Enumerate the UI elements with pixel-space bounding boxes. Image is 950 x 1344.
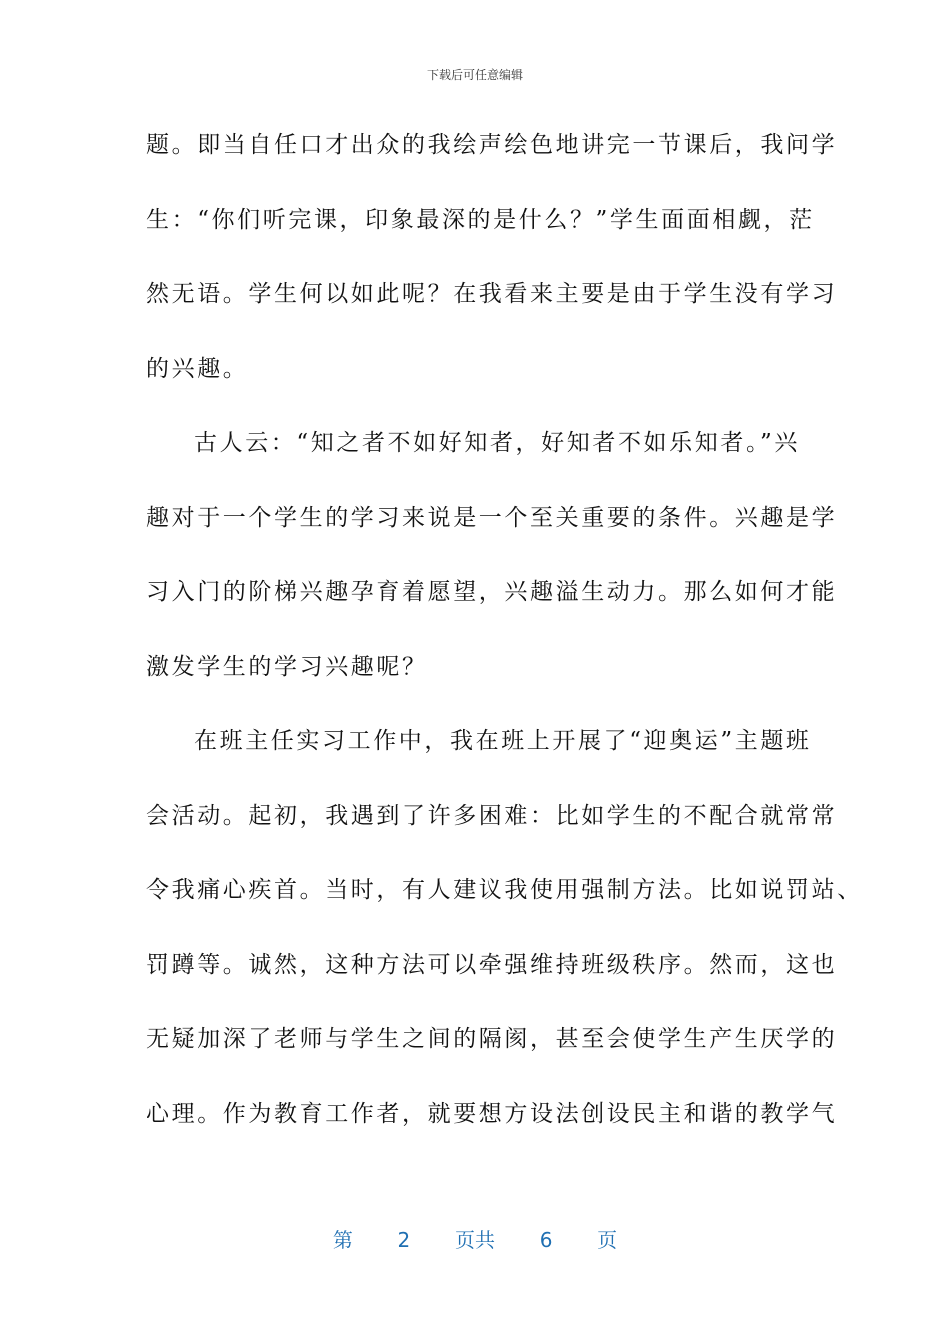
paragraph-line: 会活动。起初，我遇到了许多困难：比如学生的不配合就常常 [146, 802, 838, 829]
page-footer [0, 1224, 950, 1253]
header-note: 下载后可任意编辑 [426, 68, 523, 82]
footer-middle: 页共 [455, 1228, 495, 1252]
paragraph-line: 在班主任实习工作中，我在班上开展了“迎奥运”主题班 [194, 728, 812, 754]
paragraph-line: 生：“你们听完课，印象最深的是什么？”学生面面相觑，茫 [146, 206, 815, 233]
paragraph-line: 令我痛心疾首。当时，有人建议我使用强制方法。比如说罚站、 [146, 877, 863, 903]
footer-suffix: 页 [597, 1228, 618, 1252]
paragraph-line: 无疑加深了老师与学生之间的隔阂，甚至会使学生产生厌学的 [146, 1026, 838, 1052]
paragraph-line: 心理。作为教育工作者，就要想方设法创设民主和谐的教学气 [146, 1100, 838, 1127]
paragraph-line: 然无语。学生何以如此呢？在我看来主要是由于学生没有学习 [146, 281, 838, 307]
paragraph-line: 习入门的阶梯兴趣孕育着愿望，兴趣溢生动力。那么如何才能 [146, 579, 838, 605]
paragraph-line: 题。即当自任口才出众的我绘声绘色地讲完一节课后，我问学 [146, 132, 838, 158]
current-page-number: 2 [397, 1228, 411, 1252]
paragraph-line: 罚蹲等。诚然，这种方法可以牵强维持班级秩序。然而，这也 [146, 951, 838, 978]
paragraph-line: 激发学生的学习兴趣呢？ [146, 653, 428, 680]
document-body [146, 118, 863, 1161]
paragraph-line: 古人云：“知之者不如好知者，好知者不如乐知者。”兴 [194, 430, 801, 456]
footer-prefix: 第 [332, 1228, 353, 1252]
paragraph-line: 趣对于一个学生的学习来说是一个至关重要的条件。兴趣是学 [146, 504, 838, 531]
paragraph-line: 的兴趣。 [146, 355, 249, 382]
total-pages-number: 6 [539, 1228, 553, 1252]
